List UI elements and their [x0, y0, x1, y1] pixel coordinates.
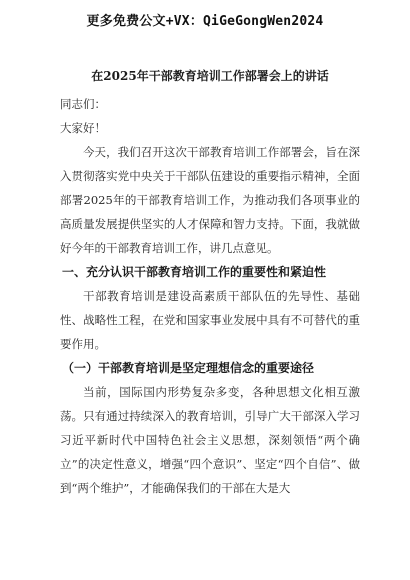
document-title: 在2025年干部教育培训工作部署会上的讲话: [91, 69, 329, 83]
intro-paragraph: 今天，我们召开这次干部教育培训工作部署会，旨在深入贯彻落实党中央关于干部队伍建设的重要指示精神，全面部署2025年的干部教育培训工作，为推动我们各项事业的高质量发展提供坚实的人才保障和智力支持。下面，我就做好今年的干部教育培训工作，讲几点意见。: [60, 145, 360, 255]
salutation-comrades: 同志们：: [60, 97, 106, 111]
section-heading: 一、充分认识干部教育培训工作的重要性和紧迫性: [62, 265, 327, 279]
salutation-hello: 大家好！: [60, 121, 106, 135]
promo-header: 更多免费公文+VX：QiGeGongWen2024: [86, 14, 324, 29]
subsection-heading: （一）干部教育培训是坚定理想信念的重要途径: [62, 361, 315, 375]
section-paragraph: 干部教育培训是建设高素质干部队伍的先导性、基础性、战略性工程，在党和国家事业发展中具有不可替代的重要作用。: [60, 289, 360, 351]
subsection-paragraph: 当前，国际国内形势复杂多变，各种思想文化相互激荡。只有通过持续深入的教育培训，引导广大干部深入学习习近平新时代中国特色社会主义思想，深刻领悟“两个确立”的决定性意义，增强“四个意识”、坚定“四个自信”、做到“两个维护”，才能确保我们的干部在大是大: [60, 385, 360, 495]
document-body: [60, 64, 360, 500]
